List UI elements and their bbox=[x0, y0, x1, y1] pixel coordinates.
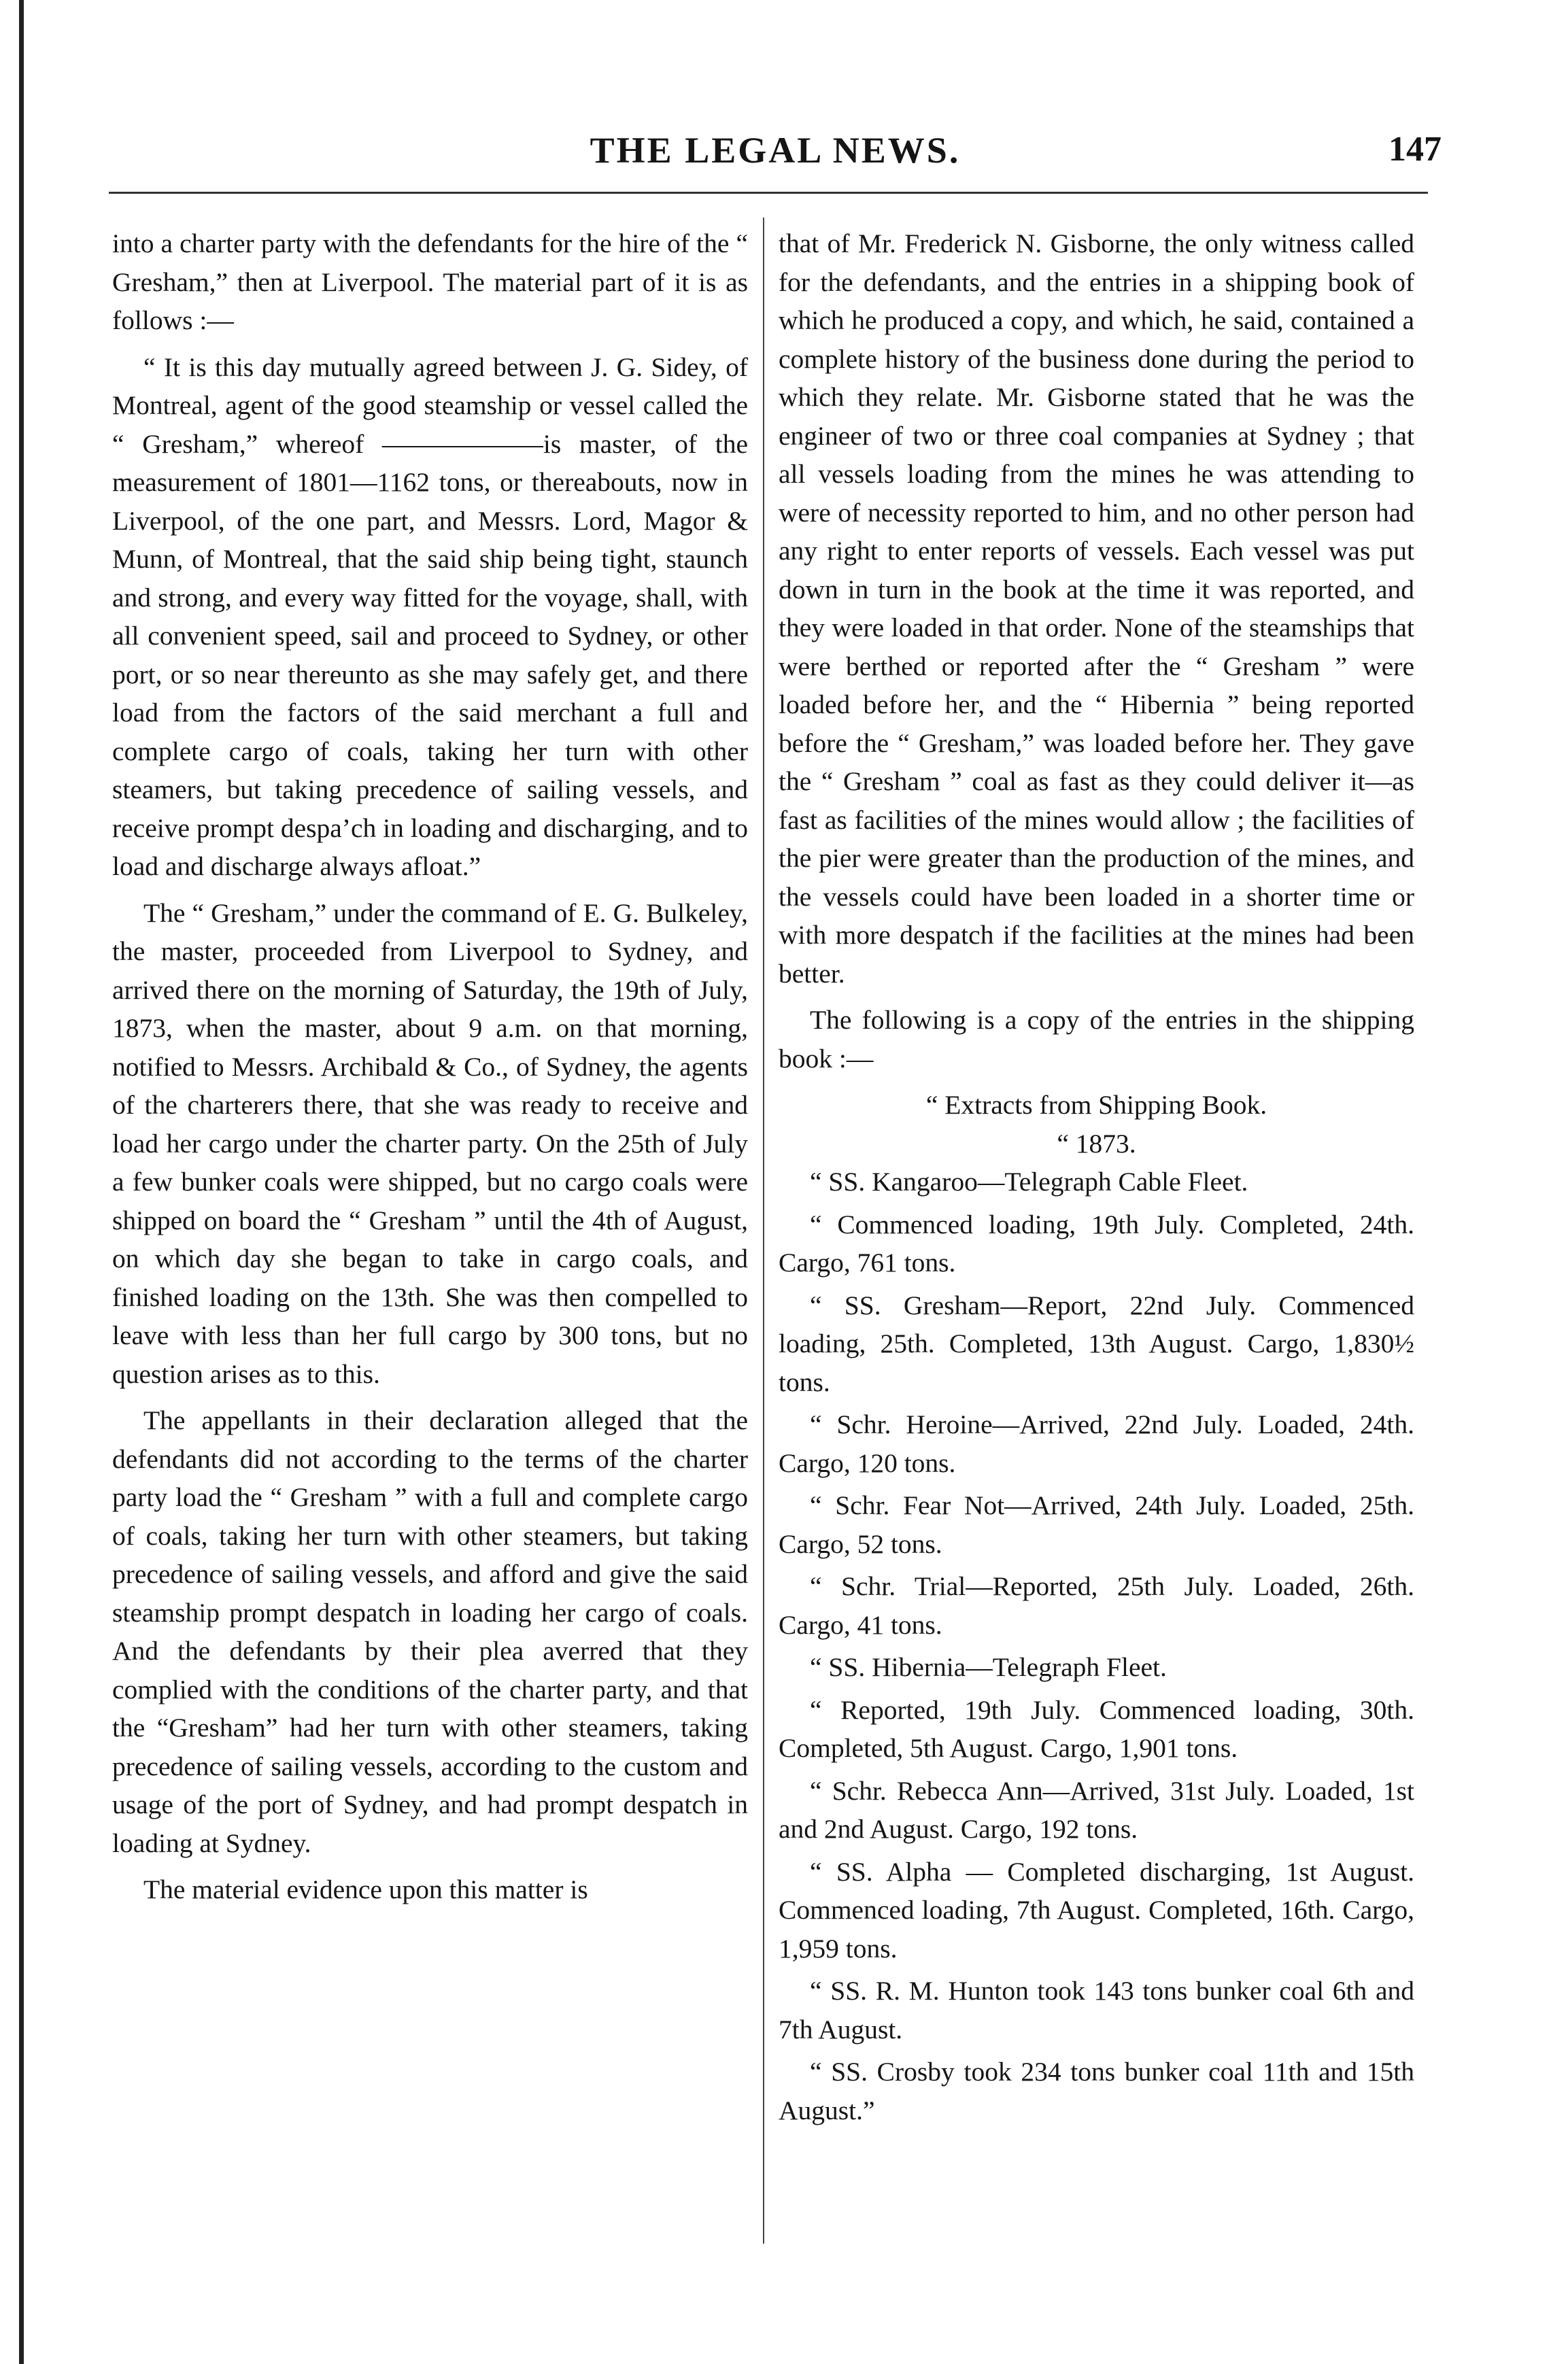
right-column bbox=[779, 224, 1414, 2134]
paragraph: “ It is this day mutually agreed between J. G. Sidey, of Montreal, agent of the good steamship or vessel called the “ Gresham,” whereof ——————is master, of the measurement of 1801—1162 tons, or thereabouts, now in Liverpool, of the one part, and Messrs. Lord, Magor & Munn, of Montreal, that the said ship being tight, staunch and strong, and every way fitted for the voyage, shall, with all convenient speed, sail and proceed to Sydney, or other port, or so near thereunto as she may safely get, and there load from the factors of the said merchant a full and complete cargo of coals, taking her turn with other steamers, but taking precedence of sailing vessels, and receive prompt despa’ch in loading and discharging, and to load and discharge always afloat.” bbox=[112, 352, 748, 881]
running-title: THE LEGAL NEWS. bbox=[590, 130, 961, 171]
shipping-entry: “ SS. Gresham—Report, 22nd July. Commenced loading, 25th. Completed, 13th August. Cargo, 1,830½ tons. bbox=[779, 1290, 1414, 1397]
shipping-entry: “ SS. Alpha — Completed discharging, 1st August. Commenced loading, 7th August. Completed, 16th. Cargo, 1,959 tons. bbox=[779, 1856, 1414, 1964]
left-column bbox=[112, 224, 748, 1917]
paragraph: The material evidence upon this matter is bbox=[143, 1874, 588, 1904]
paragraph: The appellants in their declaration alleged that the defendants did not according to the terms of the charter party load the “ Gresham ” with a full and complete cargo of coals, taking her turn with other steamers, but taking precedence of sailing vessels, and afford and give the said steamship prompt despatch in loading her cargo of coals. And the defendants by their plea averred that they complied with the conditions of the charter party, and that the “Gresham” had her turn with other steamers, taking precedence of sailing vessels, according to the custom and usage of the port of Sydney, and had prompt despatch in loading at Sydney. bbox=[112, 1405, 748, 1858]
column-divider bbox=[763, 218, 764, 2244]
paragraph: The “ Gresham,” under the command of E. G. Bulkeley, the master, proceeded from Liverpool to Sydney, and arrived there on the morning of Saturday, the 19th of July, 1873, when the master, about 9 a.m. on that morning, notified to Messrs. Archibald & Co., of Sydney, the agents of the charterers there, that she was ready to receive and load her cargo under the charter party. On the 25th of July a few bunker coals were shipped, but no cargo coals were shipped on board the “ Gresham ” until the 4th of August, on which day she began to take in cargo coals, and finished loading on the 13th. She was then compelled to leave with less than her full cargo by 300 tons, but no question arises as to this. bbox=[112, 897, 748, 1389]
shipping-entry: “ Schr. Fear Not—Arrived, 24th July. Loaded, 25th. Cargo, 52 tons. bbox=[779, 1490, 1414, 1559]
page-number: 147 bbox=[1388, 130, 1442, 169]
paragraph: into a charter party with the defendants for the hire of the “ Gresham,” then at Liverpool. The material part of it is as follows :— bbox=[112, 228, 748, 335]
shipping-entry: “ SS. R. M. Hunton took 143 tons bunker coal 6th and 7th August. bbox=[779, 1976, 1414, 2044]
extract-heading: “ Extracts from Shipping Book. bbox=[925, 1090, 1267, 1120]
shipping-entry: “ Commenced loading, 19th July. Completed, 24th. Cargo, 761 tons. bbox=[779, 1209, 1414, 1278]
header-rule bbox=[109, 192, 1428, 194]
shipping-entry: “ Reported, 19th July. Commenced loading, 30th. Completed, 5th August. Cargo, 1,901 tons. bbox=[779, 1694, 1414, 1763]
shipping-entry: “ SS. Crosby took 234 tons bunker coal 11th and 15th August.” bbox=[779, 2057, 1414, 2125]
shipping-entry: “ SS. Kangaroo—Telegraph Cable Fleet. bbox=[810, 1167, 1248, 1197]
paragraph: that of Mr. Frederick N. Gisborne, the only witness called for the defendants, and the entries in a shipping book of which he produced a copy, and which, he said, contained a complete history of the business done during the period to which they relate. Mr. Gisborne stated that he was the engineer of two or three coal companies at Sydney ; that all vessels loading from the mines he was attending to were of necessity reported to him, and no other person had any right to enter reports of vessels. Each vessel was put down in turn in the book at the time it was reported, and they were loaded in that order. None of the steamships that were berthed or reported after the “ Gresham ” were loaded before her, and the “ Hibernia ” being reported before the “ Gresham,” was loaded before her. They gave the “ Gresham ” coal as fast as they could deliver it—as fast as facilities of the mines would allow ; the facilities of the pier were greater than the production of the mines, and the vessels could have been loaded in a shorter time or with more despatch if the facilities at the mines had been better. bbox=[779, 228, 1414, 989]
paragraph: The following is a copy of the entries in the shipping book :— bbox=[779, 1005, 1414, 1074]
shipping-entry: “ Schr. Trial—Reported, 25th July. Loaded, 26th. Cargo, 41 tons. bbox=[779, 1571, 1414, 1640]
binding-edge bbox=[19, 0, 24, 2364]
extract-year: “ 1873. bbox=[1057, 1128, 1136, 1159]
page-header bbox=[109, 129, 1442, 177]
shipping-entry: “ SS. Hibernia—Telegraph Fleet. bbox=[810, 1652, 1167, 1682]
shipping-entry: “ Schr. Rebecca Ann—Arrived, 31st July. Loaded, 1st and 2nd August. Cargo, 192 tons. bbox=[779, 1775, 1414, 1844]
shipping-entry: “ Schr. Heroine—Arrived, 22nd July. Loaded, 24th. Cargo, 120 tons. bbox=[779, 1409, 1414, 1478]
